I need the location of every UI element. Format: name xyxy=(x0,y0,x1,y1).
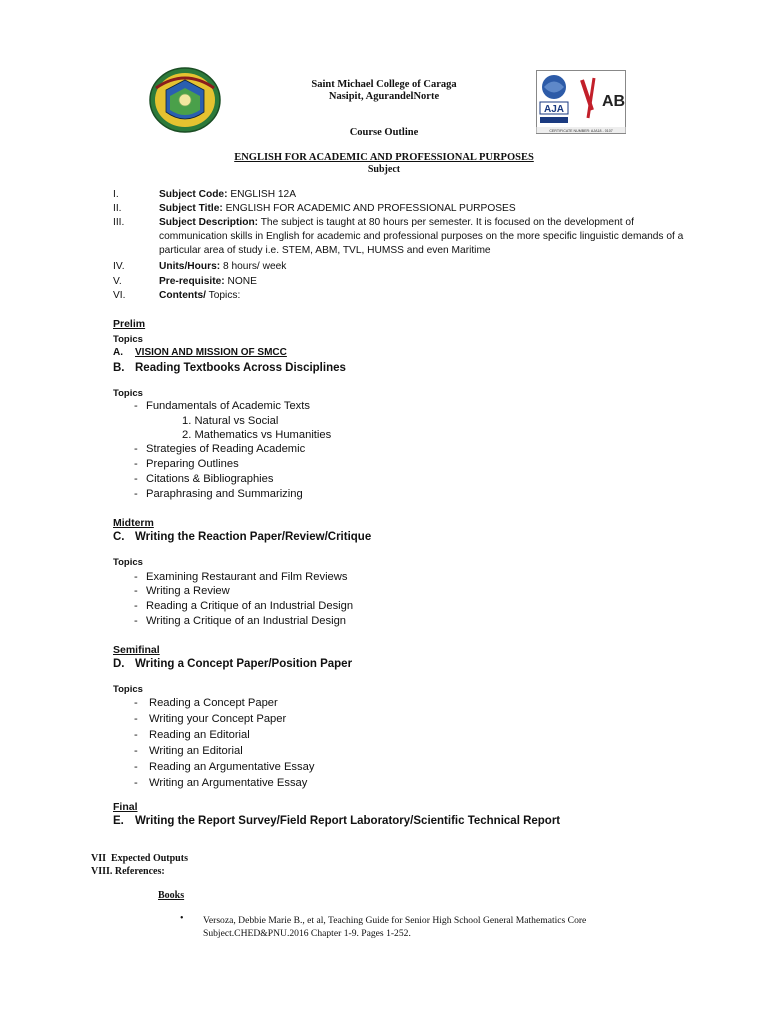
heading-letter: A. xyxy=(113,347,123,358)
outline-num: I. xyxy=(113,189,119,200)
final-heading xyxy=(113,815,673,831)
topics-label: Topics xyxy=(113,684,143,695)
school-name: Saint Michael College of Caraga xyxy=(311,79,457,90)
semifinal-heading xyxy=(113,658,513,674)
section-title-final: Final xyxy=(113,801,138,813)
outline-num: IV. xyxy=(113,261,125,272)
outline-label: Subject Title: xyxy=(159,203,223,214)
prelim-heading-a xyxy=(113,347,413,361)
course-title: ENGLISH FOR ACADEMIC AND PROFESSIONAL PURPOSES xyxy=(234,152,534,163)
outline-label: Subject Code: xyxy=(159,189,228,200)
certification-logo xyxy=(536,70,626,134)
outline-label: Subject Description: xyxy=(159,217,259,228)
midterm-heading xyxy=(113,531,513,547)
heading-letter: E. xyxy=(113,815,124,827)
bullet-icon: • xyxy=(180,913,184,924)
course-title-caption: Subject xyxy=(367,164,401,175)
references-heading: VIII. References: xyxy=(91,866,165,877)
heading-text: Writing the Reaction Paper/Review/Critique xyxy=(135,531,372,543)
section-title-midterm: Midterm xyxy=(113,517,154,529)
heading-text: Writing the Report Survey/Field Report Laboratory/Scientific Technical Report xyxy=(135,815,561,827)
cert-number: CERTIFICATE NUMBER: AJA18 - 0107 xyxy=(549,129,613,133)
reference-item: Versoza, Debbie Marie B., et al, Teaching Guide for Senior High School General Mathematics Core Subject.CHED&PNU.2016 Chapter 1-9. Pages 1-252. xyxy=(203,915,587,939)
outline-num: VI. xyxy=(113,290,126,301)
heading-text: Writing a Concept Paper/Position Paper xyxy=(135,658,353,670)
school-address: Nasipit, AgurandelNorte xyxy=(328,91,440,102)
outline-num: V. xyxy=(113,276,122,287)
outline-value: NONE xyxy=(224,276,257,287)
cert-badge-text: AJA xyxy=(543,104,565,115)
outline-value: ENGLISH FOR ACADEMIC AND PROFESSIONAL PURPOSES xyxy=(222,203,516,214)
prelim-heading-b xyxy=(113,362,513,378)
heading-text: VISION AND MISSION OF SMCC xyxy=(135,347,287,358)
outline-value: ENGLISH 12A xyxy=(227,189,297,200)
outline-label: Units/Hours: xyxy=(159,261,221,272)
expected-outputs-heading: VII Expected Outputs xyxy=(91,853,188,864)
outline-label: Pre-requisite: xyxy=(159,276,225,287)
list-subitem: 2. Mathematics vs Humanities xyxy=(182,429,332,441)
topics-label: Topics xyxy=(113,557,143,568)
outline-value: Topics: xyxy=(205,290,241,301)
svg-text:AB: AB xyxy=(602,93,626,110)
heading-letter: C. xyxy=(113,531,125,543)
heading-text: Reading Textbooks Across Disciplines xyxy=(135,362,346,374)
outline-num: III. xyxy=(113,217,125,228)
heading-letter: B. xyxy=(113,362,125,374)
outline-num: II. xyxy=(113,203,122,214)
outline-label: Contents/ xyxy=(159,290,206,301)
books-label: Books xyxy=(158,890,185,901)
topics-label: Topics xyxy=(113,334,143,345)
topics-label: Topics xyxy=(113,388,143,399)
section-title-prelim: Prelim xyxy=(113,318,146,330)
doc-type: Course Outline xyxy=(349,127,419,138)
outline-value: 8 hours/ week xyxy=(220,261,287,272)
outline-value: The subject is taught at 80 hours per semester. It is focused on the development of communication skills in English for academic and professional purposes on the more specific linguistic demands of a particular area of study i.e. STEM, ABM, TVL, HUMSS and even Maritime xyxy=(159,217,684,256)
heading-letter: D. xyxy=(113,658,125,670)
list-subitem: 1. Natural vs Social xyxy=(182,415,279,427)
section-title-semifinal: Semifinal xyxy=(113,644,160,656)
